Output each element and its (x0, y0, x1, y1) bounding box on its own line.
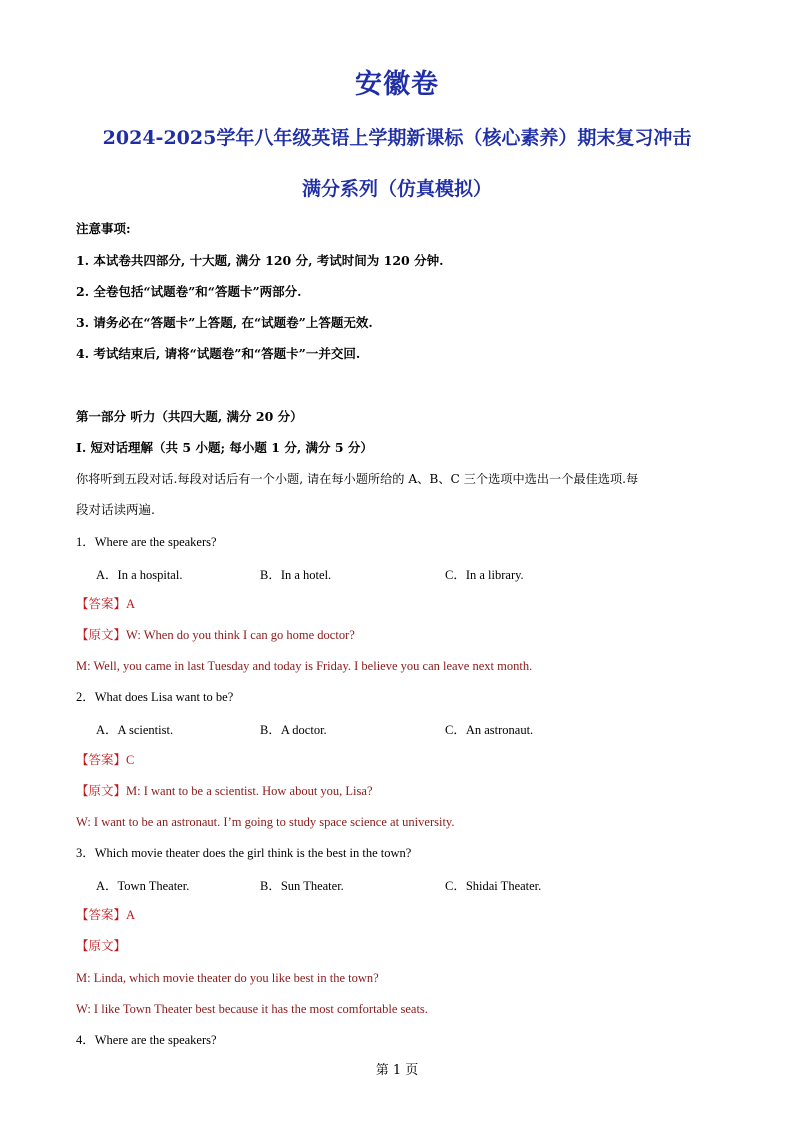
original-line (76, 627, 726, 643)
answer-tag: 【答案】 (76, 907, 127, 922)
original-tag: 【原文】 (76, 938, 127, 953)
answer-line (76, 907, 726, 923)
answer-value: C (126, 753, 135, 767)
section-heading: I. 短对话理解（共 5 小题; 每小题 1 分, 满分 5 分） (76, 440, 373, 455)
original-text: M: Linda, which movie theater do you like best in the town? (76, 971, 379, 985)
option-c: C．An astronaut. (445, 723, 534, 737)
question-text: 1．Where are the speakers? (76, 535, 217, 549)
notes-heading: 注意事项: (76, 221, 131, 236)
original-tag: 【原文】 (76, 783, 127, 798)
option-a: A．In a hospital. (96, 568, 183, 582)
answer-value: A (126, 597, 136, 611)
option-a: A．Town Theater. (96, 879, 190, 893)
subtitle-line-2: 满分系列（仿真模拟） (301, 178, 492, 200)
option-b: B．Sun Theater. (260, 879, 344, 893)
original-text: M: Well, you came in last Tuesday and today is Friday. I believe you can leave next month. (76, 659, 533, 673)
answer-line (76, 752, 726, 768)
original-line (76, 783, 726, 799)
original-text: M: I want to be a scientist. How about you, Lisa? (126, 784, 373, 798)
original-text: W: When do you think I can go home doctor? (126, 628, 355, 642)
original-tag: 【原文】 (76, 627, 127, 642)
original-text: W: I want to be an astronaut. I’m going to study space science at university. (76, 815, 455, 829)
answer-tag: 【答案】 (76, 596, 127, 611)
note-item: 3. 请务必在“答题卡”上答题, 在“试题卷”上答题无效. (76, 315, 373, 330)
question-text: 3．Which movie theater does the girl think is the best in the town? (76, 846, 412, 860)
page-title: 安徽卷 (355, 69, 439, 100)
question-text: 2．What does Lisa want to be? (76, 690, 234, 704)
original-text: W: I like Town Theater best because it has the most comfortable seats. (76, 1002, 428, 1016)
option-c: C．In a library. (445, 568, 524, 582)
answer-tag: 【答案】 (76, 752, 127, 767)
note-item: 4. 考试结束后, 请将“试题卷”和“答题卡”一并交回. (76, 346, 361, 361)
instructions-line: 段对话读两遍. (76, 502, 155, 517)
option-b: B．In a hotel. (260, 568, 332, 582)
answer-value: A (126, 908, 136, 922)
note-item: 2. 全卷包括“试题卷”和“答题卡”两部分. (76, 284, 302, 299)
option-b: B．A doctor. (260, 723, 327, 737)
instructions-line: 你将听到五段对话.每段对话后有一个小题, 请在每小题所给的 A、B、C 三个选项中选出一个最佳选项.每 (76, 472, 639, 486)
question-text: 4．Where are the speakers? (76, 1033, 217, 1047)
note-item: 1. 本试卷共四部分, 十大题, 满分 120 分, 考试时间为 120 分钟. (76, 253, 444, 268)
subtitle-line-1: 2024-2025学年八年级英语上学期新课标（核心素养）期末复习冲击 (102, 127, 692, 149)
option-a: A．A scientist. (96, 723, 174, 737)
option-c: C．Shidai Theater. (445, 879, 542, 893)
answer-line (76, 596, 726, 612)
part-heading: 第一部分 听力（共四大题, 满分 20 分） (76, 409, 303, 424)
page-number: 第 1 页 (375, 1063, 419, 1078)
